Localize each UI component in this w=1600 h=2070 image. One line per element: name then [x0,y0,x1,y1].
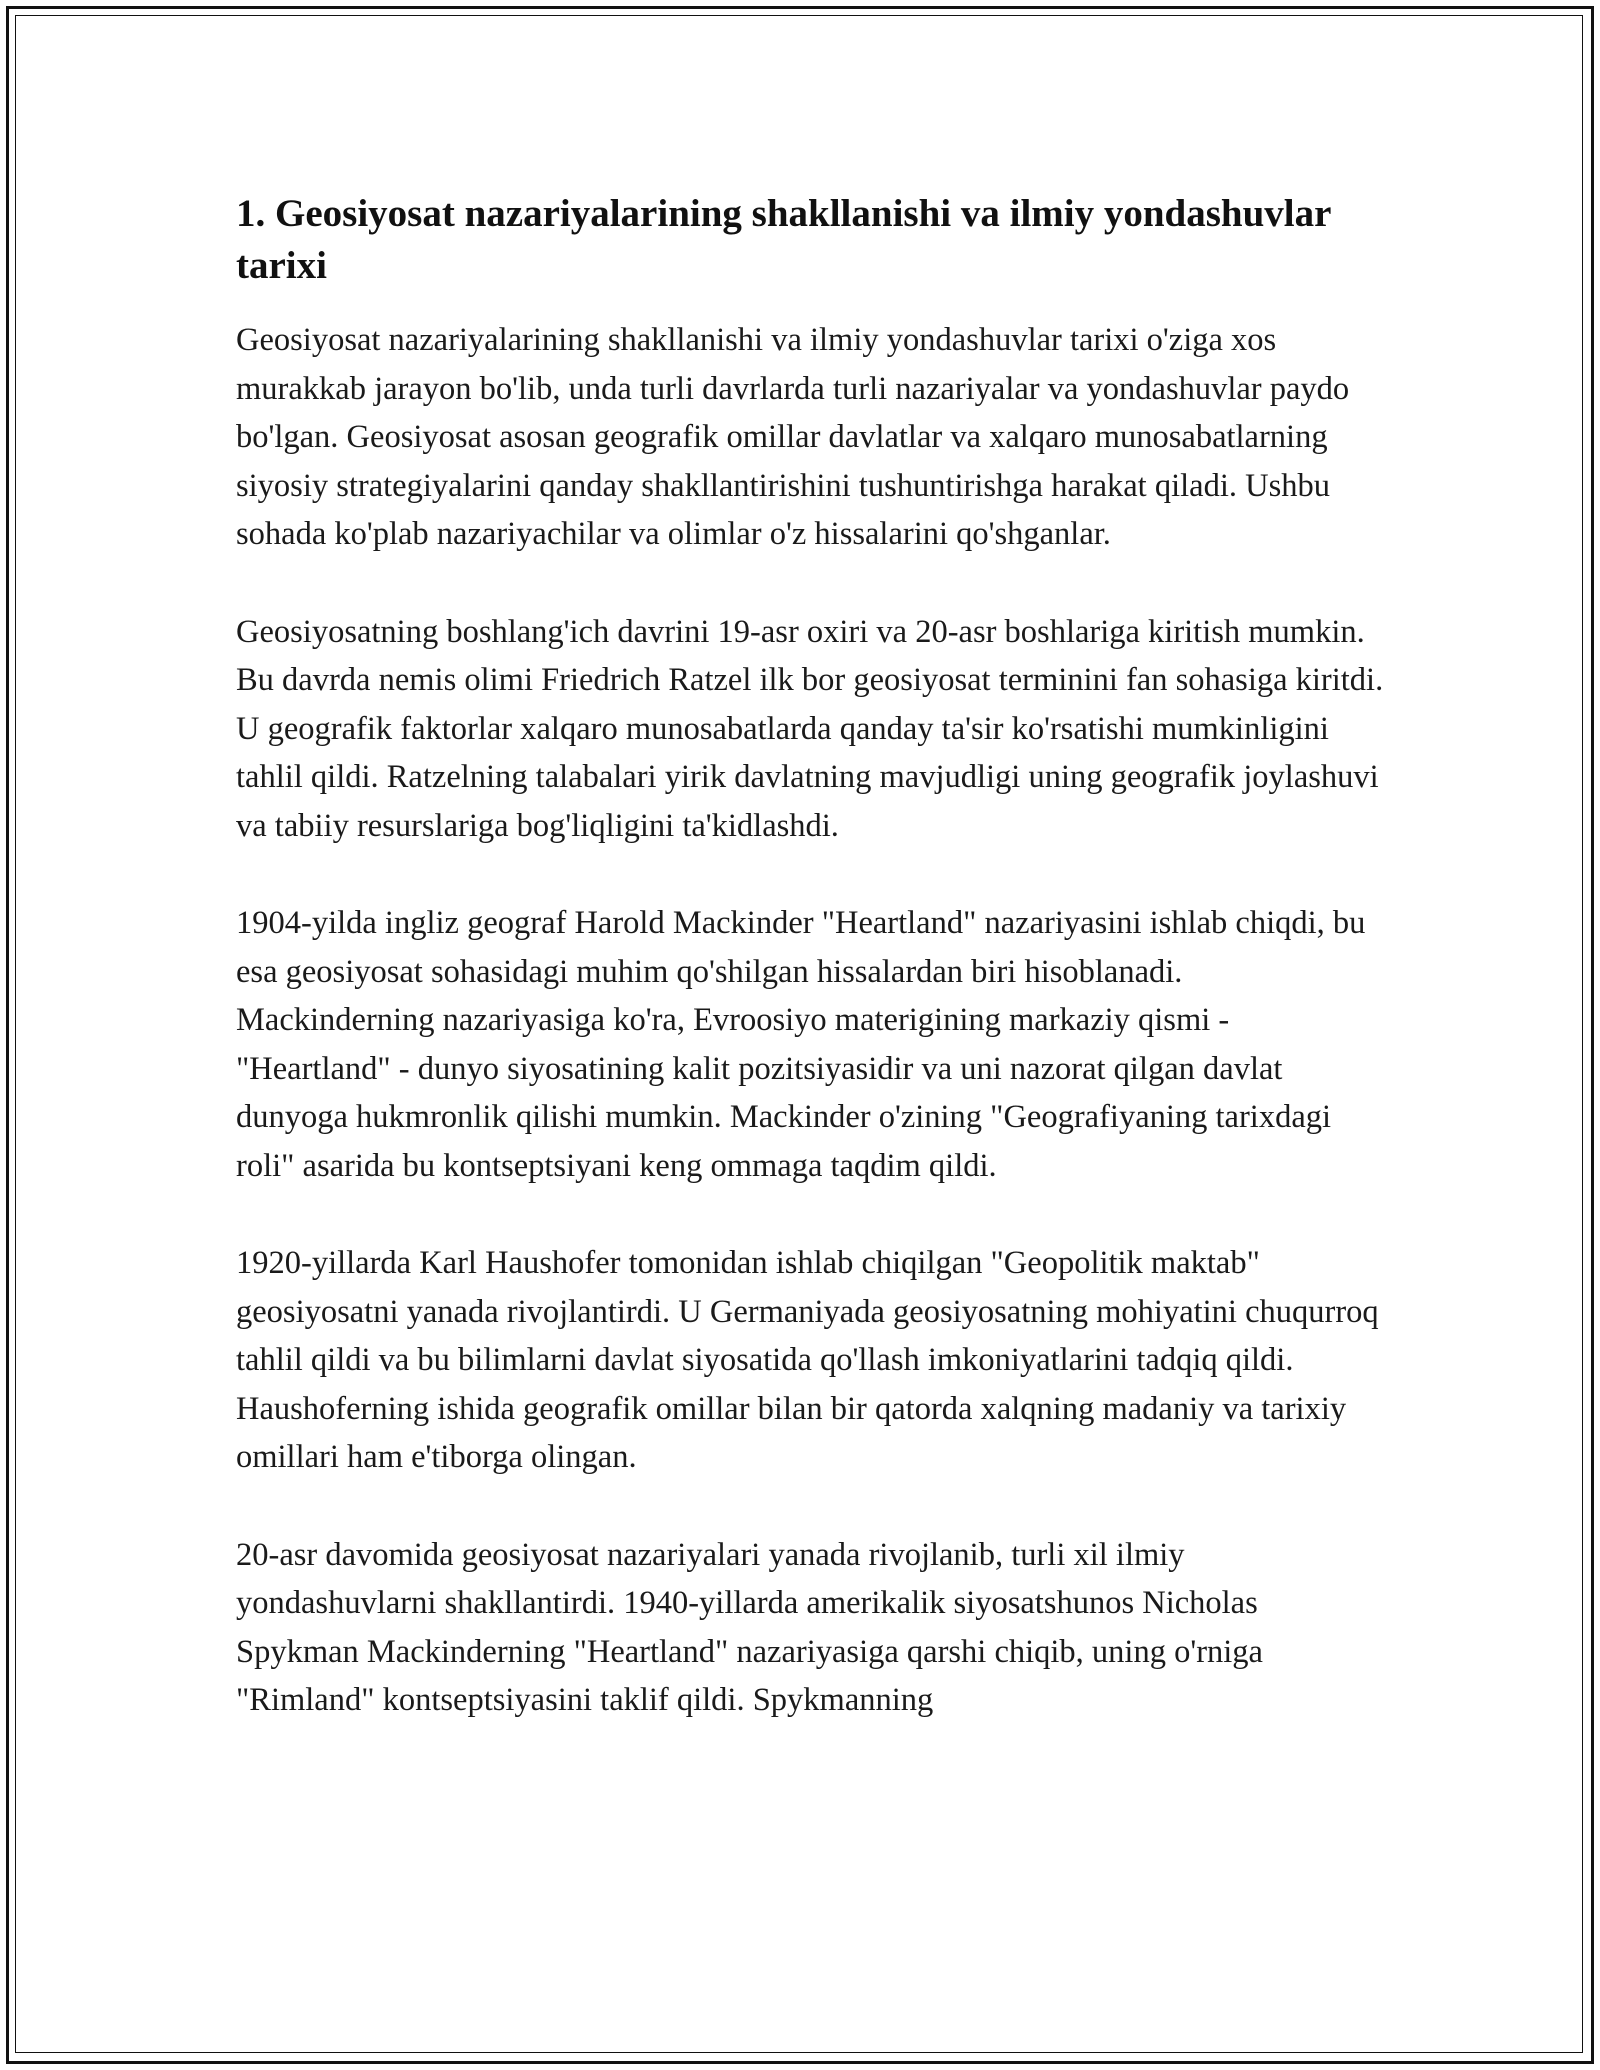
paragraph-4: 1920-yillarda Karl Haushofer tomonidan ishlab chiqilgan "Geopolitik maktab" geosiyosatni yanada rivojlantirdi. U Germaniyada geosiyosatning mohiyatini chuqurroq tahlil qildi va bu bilimlarni davlat siyosatida qo'llash imkoniyatlarini tadqiq qildi. Haushoferning ishida geografik omillar bilan bir qatorda xalqning madaniy va tarixiy omillari ham e'tiborga olingan. [236,1245,1379,1475]
paragraph-2: Geosiyosatning boshlang'ich davrini 19-asr oxiri va 20-asr boshlariga kiritish mumkin. Bu davrda nemis olimi Friedrich Ratzel ilk bor geosiyosat terminini fan sohasiga kiritdi. U geografik faktorlar xalqaro munosabatlarda qanday ta'sir ko'rsatishi mumkinligini tahlil qildi. Ratzelning talabalari yirik davlatning mavjudligi uning geografik joylashuvi va tabiiy resurslariga bog'liqligini ta'kidlashdi. [236,613,1384,844]
paragraph-1: Geosiyosat nazariyalarining shakllanishi va ilmiy yondashuvlar tarixi o'ziga xos murakkab jarayon bo'lib, unda turli davrlarda turli nazariyalar va yondashuvlar paydo bo'lgan. Geosiyosat asosan geografik omillar davlatlar va xalqaro munosabatlarning siyosiy strategiyalarini qanday shakllantirishini tushuntirishga harakat qiladi. Ushbu sohada ko'plab nazariyachilar va olimlar o'z hissalarini qo'shganlar. [236,322,1350,552]
paragraph-5: 20-asr davomida geosiyosat nazariyalari yanada rivojlanib, turli xil ilmiy yondashuvlarni shakllantirdi. 1940-yillarda amerikalik siyosatshunos Nicholas Spykman Mackinderning "Heartland" nazariyasiga qarshi chiqib, uning o'rniga "Rimland" kontseptsiyasini taklif qildi. Spykmanning [236,1536,1263,1718]
document-body [236,188,1386,1725]
paragraph-3: 1904-yilda ingliz geograf Harold Mackinder "Heartland" nazariyasini ishlab chiqdi, bu esa geosiyosat sohasidagi muhim qo'shilgan hissalardan biri hisoblanadi. Mackinderning nazariyasiga ko'ra, Evroosiyo materigining markaziy qismi - "Heartland" - dunyo siyosatining kalit pozitsiyasidir va uni nazorat qilgan davlat dunyoga hukmronlik qilishi mumkin. Mackinder o'zining "Geografiyaning tarixdagi roli" asarida bu kontseptsiyani keng ommaga taqdim qildi. [236,905,1366,1184]
section-heading: 1. Geosiyosat nazariyalarining shakllanishi va ilmiy yondashuvlar tarixi [236,192,1331,287]
